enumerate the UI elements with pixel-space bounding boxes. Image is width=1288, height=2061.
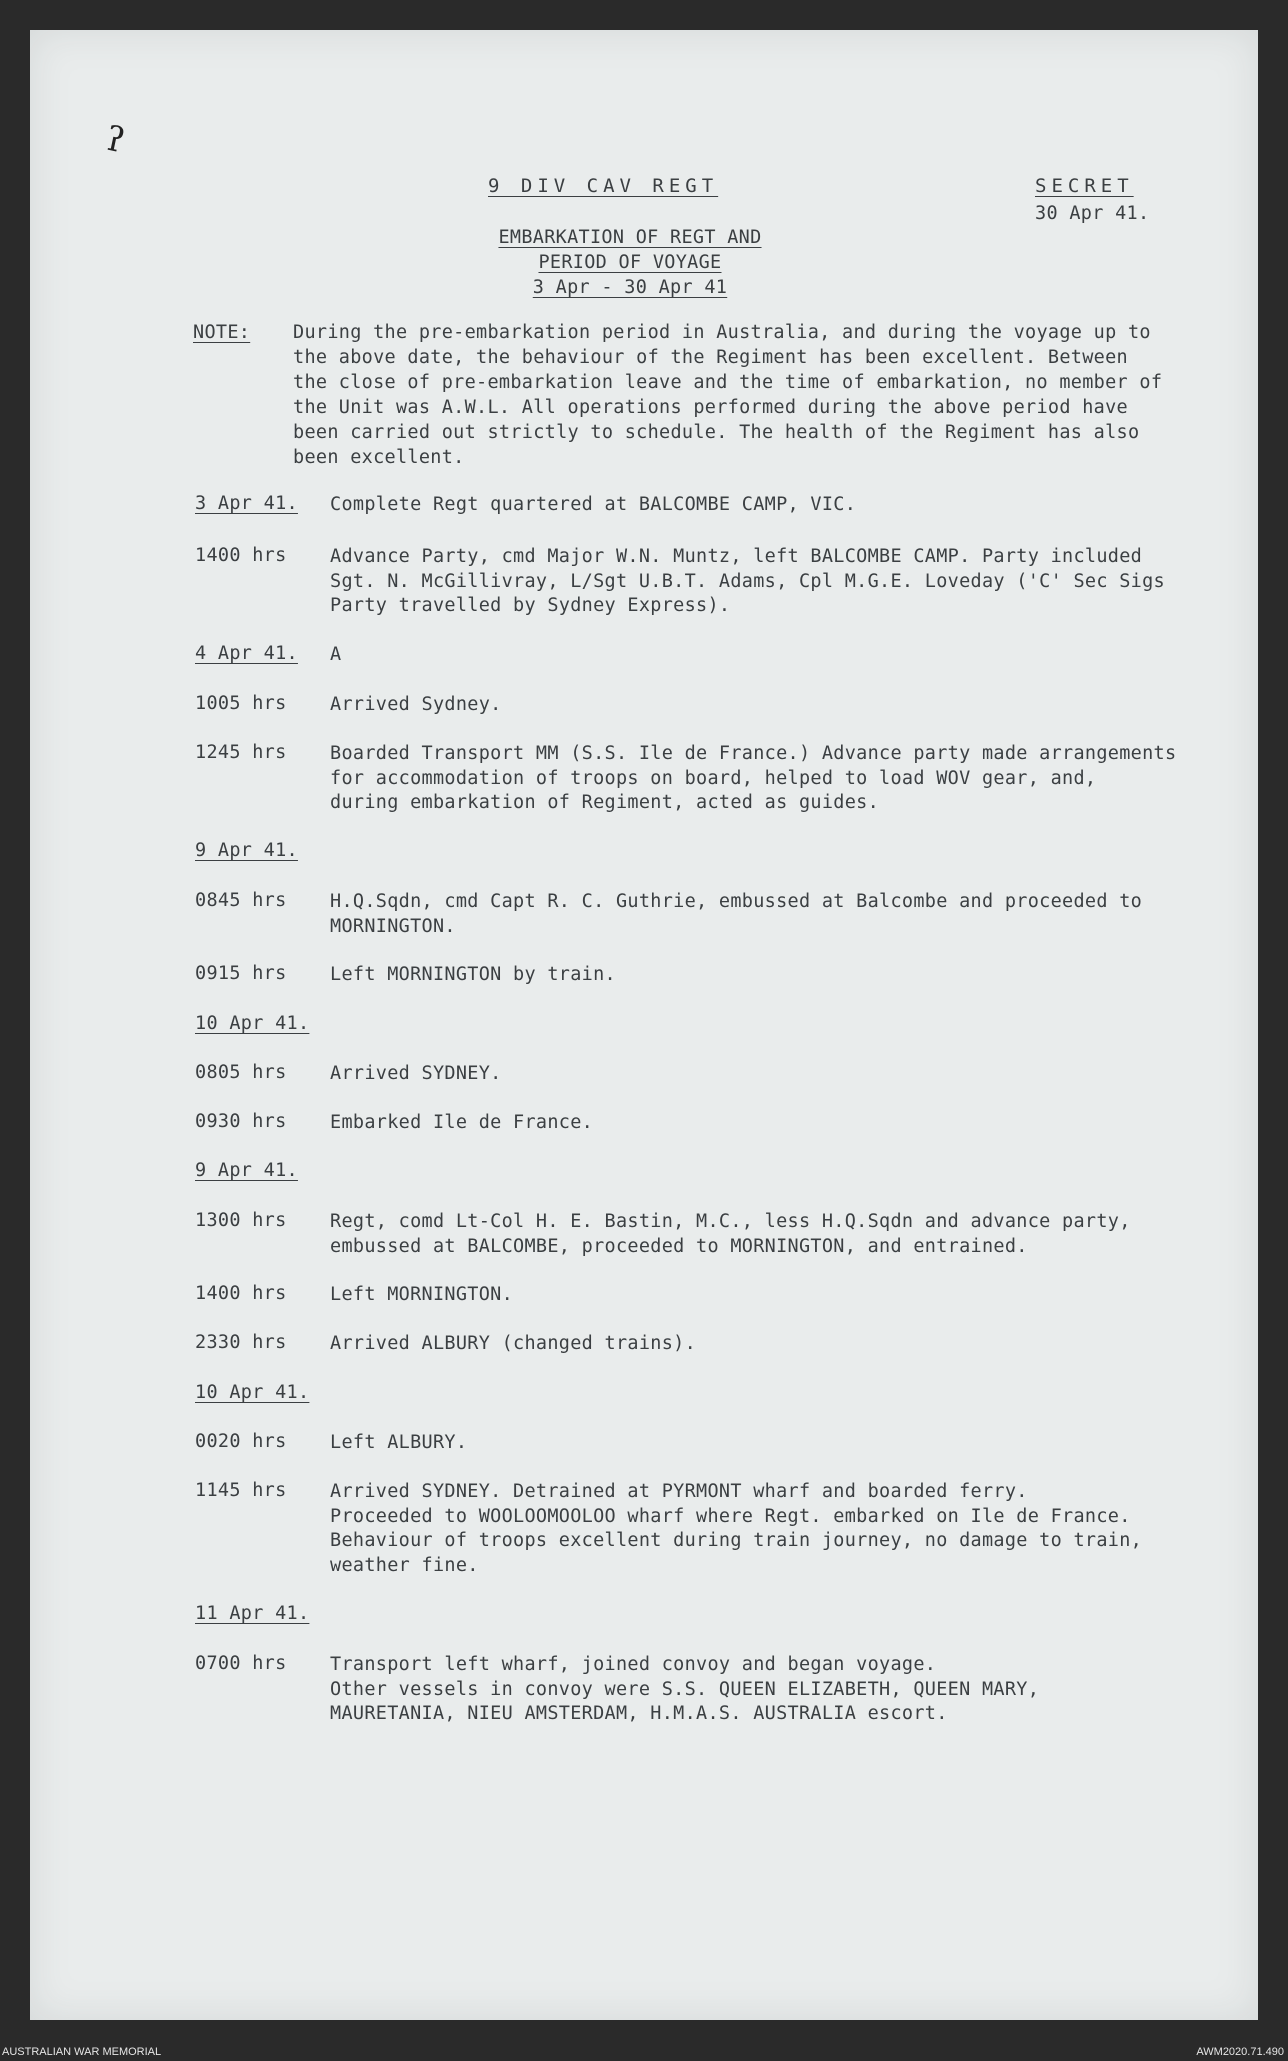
entry-text: A bbox=[330, 644, 342, 665]
entry-time: 2330 hrs bbox=[195, 1332, 287, 1353]
entry-date: 10 Apr 41. bbox=[195, 1013, 310, 1034]
footer-source: AUSTRALIAN WAR MEMORIAL bbox=[2, 2046, 162, 2058]
entry-time: 1400 hrs bbox=[195, 1283, 287, 1304]
entry-date: 11 Apr 41. bbox=[195, 1603, 310, 1624]
entry-date: 3 Apr 41. bbox=[195, 493, 298, 514]
entry-text: Boarded Transport MM (S.S. Ile de France.) Advance party made arrangements for accommodation of troops on board, helped to load WOV gear, and, during embarkation of Regiment, acted as guides. bbox=[330, 743, 1177, 813]
subtitle-line: 3 Apr - 30 Apr 41 bbox=[532, 277, 728, 298]
entry-text: Arrived ALBURY (changed trains). bbox=[330, 1333, 697, 1354]
entry-date: 9 Apr 41. bbox=[195, 1160, 298, 1181]
entry-time: 0930 hrs bbox=[195, 1111, 287, 1132]
entry-time: 0700 hrs bbox=[195, 1653, 287, 1674]
entry-time: 0805 hrs bbox=[195, 1062, 287, 1083]
entry-text: Left MORNINGTON. bbox=[330, 1284, 514, 1305]
classification-label: SECRET bbox=[1035, 175, 1134, 197]
entry-text: Advance Party, cmd Major W.N. Muntz, left BALCOMBE CAMP. Party included Sgt. N. McGillivray, L/Sgt U.B.T. Adams, Cpl M.G.E. Loveday ('C' Sec Sigs Party travelled by Sydney Express). bbox=[330, 546, 1165, 616]
entry-time: 1005 hrs bbox=[195, 693, 287, 714]
document-subtitle bbox=[470, 225, 790, 300]
entry-text: Embarked Ile de France. bbox=[330, 1112, 594, 1133]
entry-text: Transport left wharf, joined convoy and began voyage. Other vessels in convoy were S.S. QUEEN ELIZABETH, QUEEN MARY, MAURETANIA, NIEU AMSTERDAM, H.M.A.S. AUSTRALIA escort. bbox=[330, 1654, 1040, 1724]
note-label: NOTE: bbox=[193, 322, 251, 343]
entry-text: Left ALBURY. bbox=[330, 1432, 468, 1453]
entry-text: H.Q.Sqdn, cmd Capt R. C. Guthrie, embussed at Balcombe and proceeded to MORNINGTON. bbox=[330, 891, 1143, 937]
document-title: 9 DIV CAV REGT bbox=[488, 175, 719, 197]
entry-text: Complete Regt quartered at BALCOMBE CAMP, VIC. bbox=[330, 494, 857, 515]
entry-text: Regt, comd Lt-Col H. E. Bastin, M.C., less H.Q.Sqdn and advance party, embussed at BALCOMBE, proceeded to MORNINGTON, and entrained. bbox=[330, 1211, 1131, 1257]
entry-time: 0020 hrs bbox=[195, 1431, 287, 1452]
note-text: During the pre-embarkation period in Australia, and during the voyage up to the above date, the behaviour of the Regiment has been excellent. Between the close of pre-embarkation leave and the time of embarkation, no member of the Unit was A.W.L. All operations performed during the above period have been carried out strictly to schedule. The health of the Regiment has also been excellent. bbox=[293, 322, 1163, 468]
entry-date: 4 Apr 41. bbox=[195, 643, 298, 664]
entry-date: 10 Apr 41. bbox=[195, 1382, 310, 1403]
footer-accession-number: AWM2020.71.490 bbox=[1196, 2046, 1284, 2058]
document-page bbox=[30, 30, 1258, 2020]
document-date: 30 Apr 41. bbox=[1035, 203, 1150, 224]
entry-time: 1145 hrs bbox=[195, 1480, 287, 1501]
entry-time: 0915 hrs bbox=[195, 963, 287, 984]
entry-text: Arrived SYDNEY. bbox=[330, 1063, 502, 1084]
entry-text: Arrived SYDNEY. Detrained at PYRMONT wharf and boarded ferry. Proceeded to WOOLOOMOOLOO wharf where Regt. embarked on Ile de France. Behaviour of troops excellent during train journey, no damage to train, weather fine. bbox=[330, 1481, 1143, 1576]
entry-text: Arrived Sydney. bbox=[330, 694, 502, 715]
entry-time: 1400 hrs bbox=[195, 545, 287, 566]
entry-time: 0845 hrs bbox=[195, 890, 287, 911]
entry-date: 9 Apr 41. bbox=[195, 840, 298, 861]
entry-time: 1300 hrs bbox=[195, 1210, 287, 1231]
subtitle-line: EMBARKATION OF REGT AND bbox=[498, 227, 762, 248]
entry-time: 1245 hrs bbox=[195, 742, 287, 763]
subtitle-line: PERIOD OF VOYAGE bbox=[538, 252, 722, 273]
handwritten-tick-mark: ʔ bbox=[102, 118, 129, 162]
entry-text: Left MORNINGTON by train. bbox=[330, 964, 616, 985]
